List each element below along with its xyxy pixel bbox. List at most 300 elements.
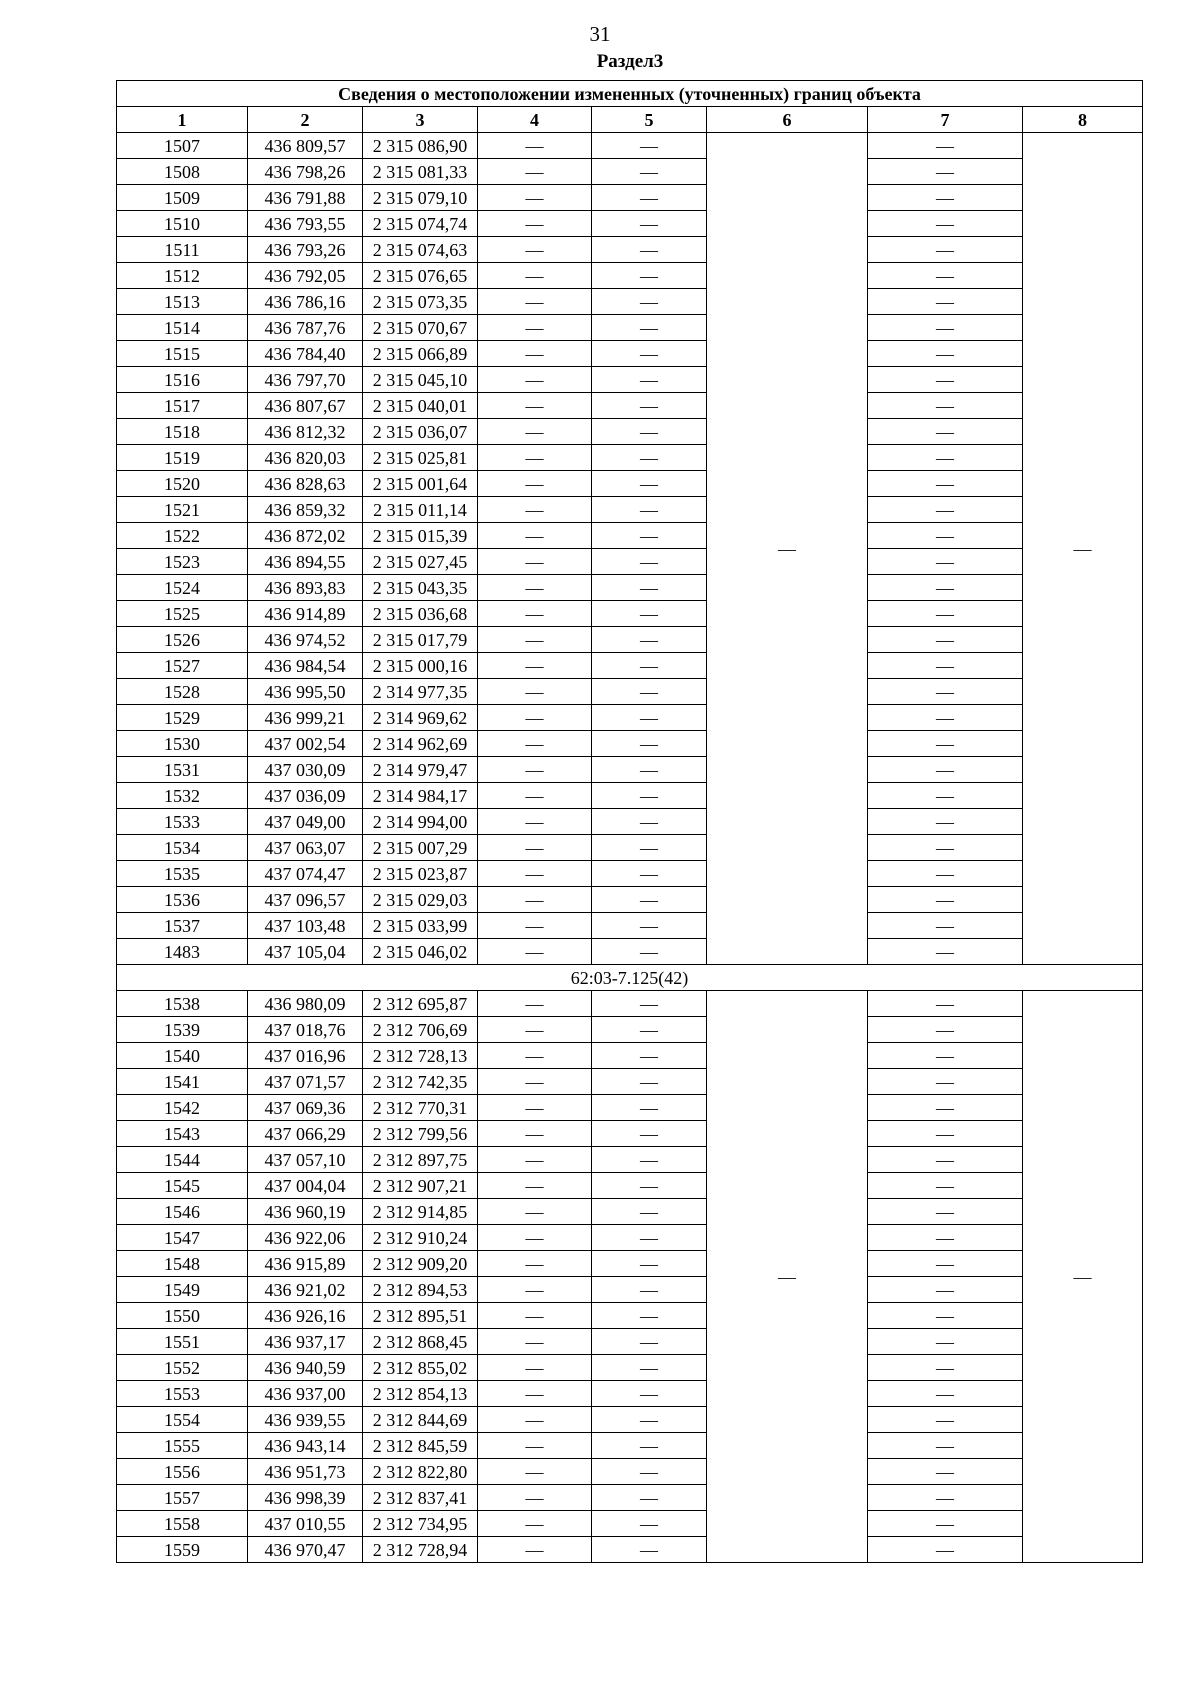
x-coordinate-cell: 436 798,26	[248, 159, 363, 185]
col4-cell: —	[478, 705, 592, 731]
col4-cell: —	[478, 887, 592, 913]
table-body	[117, 133, 1143, 1563]
y-coordinate-cell: 2 314 969,62	[363, 705, 478, 731]
table-row	[117, 1433, 1143, 1459]
col4-cell: —	[478, 835, 592, 861]
col7-cell: —	[868, 1485, 1023, 1511]
table-row	[117, 419, 1143, 445]
col4-cell: —	[478, 1407, 592, 1433]
point-number-cell: 1551	[117, 1329, 248, 1355]
point-number-cell: 1541	[117, 1069, 248, 1095]
x-coordinate-cell: 437 103,48	[248, 913, 363, 939]
col7-cell: —	[868, 887, 1023, 913]
column-header: 7	[868, 107, 1023, 133]
table-row	[117, 887, 1143, 913]
col5-cell: —	[592, 497, 707, 523]
x-coordinate-cell: 437 063,07	[248, 835, 363, 861]
y-coordinate-cell: 2 312 909,20	[363, 1251, 478, 1277]
col4-cell: —	[478, 1433, 592, 1459]
point-number-cell: 1513	[117, 289, 248, 315]
point-number-cell: 1558	[117, 1511, 248, 1537]
col7-cell: —	[868, 159, 1023, 185]
col7-cell: —	[868, 523, 1023, 549]
y-coordinate-cell: 2 312 734,95	[363, 1511, 478, 1537]
point-number-cell: 1535	[117, 861, 248, 887]
column-header: 5	[592, 107, 707, 133]
x-coordinate-cell: 436 974,52	[248, 627, 363, 653]
point-number-cell: 1527	[117, 653, 248, 679]
y-coordinate-cell: 2 314 984,17	[363, 783, 478, 809]
x-coordinate-cell: 436 797,70	[248, 367, 363, 393]
y-coordinate-cell: 2 312 742,35	[363, 1069, 478, 1095]
table-row	[117, 913, 1143, 939]
col5-cell: —	[592, 1303, 707, 1329]
x-coordinate-cell: 436 999,21	[248, 705, 363, 731]
col4-cell: —	[478, 1069, 592, 1095]
col5-cell: —	[592, 237, 707, 263]
y-coordinate-cell: 2 312 728,13	[363, 1043, 478, 1069]
table-row	[117, 263, 1143, 289]
col4-cell: —	[478, 549, 592, 575]
table-row	[117, 237, 1143, 263]
table-row	[117, 471, 1143, 497]
point-number-cell: 1556	[117, 1459, 248, 1485]
col5-cell: —	[592, 1043, 707, 1069]
col7-cell: —	[868, 913, 1023, 939]
y-coordinate-cell: 2 315 076,65	[363, 263, 478, 289]
col4-cell: —	[478, 445, 592, 471]
col7-cell: —	[868, 1303, 1023, 1329]
col7-cell: —	[868, 1043, 1023, 1069]
col4-cell: —	[478, 601, 592, 627]
point-number-cell: 1526	[117, 627, 248, 653]
col5-cell: —	[592, 835, 707, 861]
col7-cell: —	[868, 419, 1023, 445]
point-number-cell: 1521	[117, 497, 248, 523]
col4-cell: —	[478, 1485, 592, 1511]
point-number-cell: 1514	[117, 315, 248, 341]
col4-cell: —	[478, 497, 592, 523]
col5-cell: —	[592, 445, 707, 471]
col4-cell: —	[478, 341, 592, 367]
point-number-cell: 1516	[117, 367, 248, 393]
x-coordinate-cell: 436 939,55	[248, 1407, 363, 1433]
y-coordinate-cell: 2 312 895,51	[363, 1303, 478, 1329]
table-row	[117, 1225, 1143, 1251]
point-number-cell: 1554	[117, 1407, 248, 1433]
x-coordinate-cell: 436 812,32	[248, 419, 363, 445]
col7-cell: —	[868, 757, 1023, 783]
point-number-cell: 1546	[117, 1199, 248, 1225]
col4-cell: —	[478, 1225, 592, 1251]
col4-cell: —	[478, 1329, 592, 1355]
col7-cell: —	[868, 1199, 1023, 1225]
x-coordinate-cell: 436 793,55	[248, 211, 363, 237]
col7-cell: —	[868, 705, 1023, 731]
coordinates-table	[116, 80, 1143, 1563]
y-coordinate-cell: 2 315 011,14	[363, 497, 478, 523]
y-coordinate-cell: 2 315 027,45	[363, 549, 478, 575]
col5-cell: —	[592, 1329, 707, 1355]
x-coordinate-cell: 437 004,04	[248, 1173, 363, 1199]
x-coordinate-cell: 437 069,36	[248, 1095, 363, 1121]
point-number-cell: 1534	[117, 835, 248, 861]
x-coordinate-cell: 436 937,17	[248, 1329, 363, 1355]
y-coordinate-cell: 2 315 017,79	[363, 627, 478, 653]
col7-cell: —	[868, 1459, 1023, 1485]
point-number-cell: 1545	[117, 1173, 248, 1199]
col5-cell: —	[592, 861, 707, 887]
x-coordinate-cell: 436 859,32	[248, 497, 363, 523]
col8-merged-cell: —	[1023, 991, 1143, 1563]
col7-cell: —	[868, 575, 1023, 601]
y-coordinate-cell: 2 315 066,89	[363, 341, 478, 367]
y-coordinate-cell: 2 315 025,81	[363, 445, 478, 471]
col4-cell: —	[478, 315, 592, 341]
col5-cell: —	[592, 1069, 707, 1095]
col5-cell: —	[592, 887, 707, 913]
y-coordinate-cell: 2 314 994,00	[363, 809, 478, 835]
table-row	[117, 1095, 1143, 1121]
x-coordinate-cell: 436 980,09	[248, 991, 363, 1017]
col7-cell: —	[868, 1329, 1023, 1355]
table-row	[117, 1537, 1143, 1563]
point-number-cell: 1509	[117, 185, 248, 211]
col7-cell: —	[868, 185, 1023, 211]
x-coordinate-cell: 436 820,03	[248, 445, 363, 471]
col5-cell: —	[592, 939, 707, 965]
table-row	[117, 445, 1143, 471]
y-coordinate-cell: 2 315 040,01	[363, 393, 478, 419]
col4-cell: —	[478, 861, 592, 887]
col4-cell: —	[478, 523, 592, 549]
col7-cell: —	[868, 1225, 1023, 1251]
table-row	[117, 627, 1143, 653]
table-row	[117, 601, 1143, 627]
y-coordinate-cell: 2 312 799,56	[363, 1121, 478, 1147]
col5-cell: —	[592, 757, 707, 783]
table-row	[117, 549, 1143, 575]
section-title: Раздел3	[596, 51, 664, 72]
col5-cell: —	[592, 705, 707, 731]
point-number-cell: 1518	[117, 419, 248, 445]
y-coordinate-cell: 2 314 977,35	[363, 679, 478, 705]
col7-cell: —	[868, 1147, 1023, 1173]
table-row	[117, 289, 1143, 315]
y-coordinate-cell: 2 312 844,69	[363, 1407, 478, 1433]
y-coordinate-cell: 2 315 036,07	[363, 419, 478, 445]
col5-cell: —	[592, 1537, 707, 1563]
y-coordinate-cell: 2 315 036,68	[363, 601, 478, 627]
x-coordinate-cell: 436 922,06	[248, 1225, 363, 1251]
table-row	[117, 1485, 1143, 1511]
table-row	[117, 315, 1143, 341]
point-number-cell: 1559	[117, 1537, 248, 1563]
x-coordinate-cell: 436 807,67	[248, 393, 363, 419]
col5-cell: —	[592, 133, 707, 159]
point-number-cell: 1531	[117, 757, 248, 783]
x-coordinate-cell: 436 787,76	[248, 315, 363, 341]
col4-cell: —	[478, 913, 592, 939]
y-coordinate-cell: 2 315 043,35	[363, 575, 478, 601]
x-coordinate-cell: 436 784,40	[248, 341, 363, 367]
col5-cell: —	[592, 471, 707, 497]
col4-cell: —	[478, 1199, 592, 1225]
col7-cell: —	[868, 1355, 1023, 1381]
col7-cell: —	[868, 1511, 1023, 1537]
x-coordinate-cell: 437 036,09	[248, 783, 363, 809]
table-row	[117, 185, 1143, 211]
col5-cell: —	[592, 913, 707, 939]
col7-cell: —	[868, 1095, 1023, 1121]
x-coordinate-cell: 437 016,96	[248, 1043, 363, 1069]
col4-cell: —	[478, 1017, 592, 1043]
col4-cell: —	[478, 757, 592, 783]
point-number-cell: 1540	[117, 1043, 248, 1069]
x-coordinate-cell: 437 049,00	[248, 809, 363, 835]
col4-cell: —	[478, 1121, 592, 1147]
table-row	[117, 523, 1143, 549]
x-coordinate-cell: 437 030,09	[248, 757, 363, 783]
col7-cell: —	[868, 1381, 1023, 1407]
table-row	[117, 1355, 1143, 1381]
x-coordinate-cell: 436 921,02	[248, 1277, 363, 1303]
point-number-cell: 1552	[117, 1355, 248, 1381]
col5-cell: —	[592, 991, 707, 1017]
column-header: 8	[1023, 107, 1143, 133]
point-number-cell: 1528	[117, 679, 248, 705]
table-row	[117, 783, 1143, 809]
col4-cell: —	[478, 1381, 592, 1407]
col7-cell: —	[868, 991, 1023, 1017]
x-coordinate-cell: 436 809,57	[248, 133, 363, 159]
table-row	[117, 991, 1143, 1017]
y-coordinate-cell: 2 312 728,94	[363, 1537, 478, 1563]
col7-cell: —	[868, 263, 1023, 289]
table-row	[117, 1199, 1143, 1225]
y-coordinate-cell: 2 312 914,85	[363, 1199, 478, 1225]
col4-cell: —	[478, 289, 592, 315]
col5-cell: —	[592, 159, 707, 185]
y-coordinate-cell: 2 312 845,59	[363, 1433, 478, 1459]
y-coordinate-cell: 2 315 033,99	[363, 913, 478, 939]
page-number: 31	[589, 22, 611, 46]
x-coordinate-cell: 437 010,55	[248, 1511, 363, 1537]
col5-cell: —	[592, 653, 707, 679]
col7-cell: —	[868, 211, 1023, 237]
col7-cell: —	[868, 133, 1023, 159]
table-row	[117, 211, 1143, 237]
point-number-cell: 1537	[117, 913, 248, 939]
col5-cell: —	[592, 211, 707, 237]
y-coordinate-cell: 2 314 979,47	[363, 757, 478, 783]
col5-cell: —	[592, 627, 707, 653]
point-number-cell: 1522	[117, 523, 248, 549]
point-number-cell: 1538	[117, 991, 248, 1017]
x-coordinate-cell: 436 926,16	[248, 1303, 363, 1329]
col7-cell: —	[868, 445, 1023, 471]
col5-cell: —	[592, 1511, 707, 1537]
col5-cell: —	[592, 1355, 707, 1381]
y-coordinate-cell: 2 315 023,87	[363, 861, 478, 887]
point-number-cell: 1544	[117, 1147, 248, 1173]
col5-cell: —	[592, 731, 707, 757]
y-coordinate-cell: 2 315 074,74	[363, 211, 478, 237]
y-coordinate-cell: 2 312 855,02	[363, 1355, 478, 1381]
table-row	[117, 497, 1143, 523]
col4-cell: —	[478, 367, 592, 393]
y-coordinate-cell: 2 312 894,53	[363, 1277, 478, 1303]
x-coordinate-cell: 437 096,57	[248, 887, 363, 913]
point-number-cell: 1536	[117, 887, 248, 913]
point-number-cell: 1557	[117, 1485, 248, 1511]
y-coordinate-cell: 2 312 854,13	[363, 1381, 478, 1407]
table-row	[117, 1303, 1143, 1329]
col5-cell: —	[592, 1459, 707, 1485]
column-header: 6	[707, 107, 868, 133]
col4-cell: —	[478, 211, 592, 237]
table-row	[117, 1329, 1143, 1355]
x-coordinate-cell: 436 793,26	[248, 237, 363, 263]
table-row	[117, 1251, 1143, 1277]
col4-cell: —	[478, 991, 592, 1017]
col5-cell: —	[592, 1251, 707, 1277]
col5-cell: —	[592, 1017, 707, 1043]
col5-cell: —	[592, 783, 707, 809]
x-coordinate-cell: 437 002,54	[248, 731, 363, 757]
point-number-cell: 1483	[117, 939, 248, 965]
table-row	[117, 757, 1143, 783]
y-coordinate-cell: 2 315 015,39	[363, 523, 478, 549]
col5-cell: —	[592, 601, 707, 627]
y-coordinate-cell: 2 315 070,67	[363, 315, 478, 341]
col5-cell: —	[592, 1433, 707, 1459]
column-header: 1	[117, 107, 248, 133]
point-number-cell: 1533	[117, 809, 248, 835]
x-coordinate-cell: 436 998,39	[248, 1485, 363, 1511]
col4-cell: —	[478, 939, 592, 965]
col5-cell: —	[592, 341, 707, 367]
table-row	[117, 133, 1143, 159]
x-coordinate-cell: 436 872,02	[248, 523, 363, 549]
point-number-cell: 1525	[117, 601, 248, 627]
x-coordinate-cell: 436 960,19	[248, 1199, 363, 1225]
col4-cell: —	[478, 1511, 592, 1537]
point-number-cell: 1517	[117, 393, 248, 419]
table-row	[117, 1147, 1143, 1173]
table-row	[117, 159, 1143, 185]
x-coordinate-cell: 436 792,05	[248, 263, 363, 289]
point-number-cell: 1539	[117, 1017, 248, 1043]
col7-cell: —	[868, 393, 1023, 419]
table-row	[117, 809, 1143, 835]
table-row	[117, 1277, 1143, 1303]
col7-cell: —	[868, 237, 1023, 263]
x-coordinate-cell: 437 057,10	[248, 1147, 363, 1173]
x-coordinate-cell: 437 066,29	[248, 1121, 363, 1147]
x-coordinate-cell: 436 937,00	[248, 1381, 363, 1407]
x-coordinate-cell: 436 791,88	[248, 185, 363, 211]
table-row	[117, 731, 1143, 757]
point-number-cell: 1549	[117, 1277, 248, 1303]
column-header: 2	[248, 107, 363, 133]
y-coordinate-cell: 2 315 001,64	[363, 471, 478, 497]
col5-cell: —	[592, 1095, 707, 1121]
table-row	[117, 367, 1143, 393]
col5-cell: —	[592, 263, 707, 289]
table-row	[117, 1043, 1143, 1069]
col5-cell: —	[592, 1381, 707, 1407]
col4-cell: —	[478, 783, 592, 809]
col5-cell: —	[592, 549, 707, 575]
table-row	[117, 705, 1143, 731]
x-coordinate-cell: 436 943,14	[248, 1433, 363, 1459]
x-coordinate-cell: 436 951,73	[248, 1459, 363, 1485]
col5-cell: —	[592, 1173, 707, 1199]
col5-cell: —	[592, 185, 707, 211]
table-header-row	[117, 107, 1143, 133]
col7-cell: —	[868, 627, 1023, 653]
table-row	[117, 1459, 1143, 1485]
col7-cell: —	[868, 1017, 1023, 1043]
y-coordinate-cell: 2 315 000,16	[363, 653, 478, 679]
col4-cell: —	[478, 133, 592, 159]
col7-cell: —	[868, 601, 1023, 627]
y-coordinate-cell: 2 315 073,35	[363, 289, 478, 315]
y-coordinate-cell: 2 314 962,69	[363, 731, 478, 757]
y-coordinate-cell: 2 315 045,10	[363, 367, 478, 393]
col5-cell: —	[592, 1485, 707, 1511]
point-number-cell: 1529	[117, 705, 248, 731]
col7-cell: —	[868, 1173, 1023, 1199]
y-coordinate-cell: 2 312 706,69	[363, 1017, 478, 1043]
col4-cell: —	[478, 159, 592, 185]
col7-cell: —	[868, 549, 1023, 575]
y-coordinate-cell: 2 312 907,21	[363, 1173, 478, 1199]
col7-cell: —	[868, 289, 1023, 315]
table-row	[117, 835, 1143, 861]
point-number-cell: 1553	[117, 1381, 248, 1407]
table-title: Сведения о местоположении измененных (уточненных) границ объекта	[117, 81, 1143, 107]
point-number-cell: 1523	[117, 549, 248, 575]
point-number-cell: 1519	[117, 445, 248, 471]
col7-cell: —	[868, 783, 1023, 809]
table-row	[117, 1407, 1143, 1433]
point-number-cell: 1520	[117, 471, 248, 497]
y-coordinate-cell: 2 312 837,41	[363, 1485, 478, 1511]
col4-cell: —	[478, 237, 592, 263]
col7-cell: —	[868, 809, 1023, 835]
col4-cell: —	[478, 679, 592, 705]
x-coordinate-cell: 436 894,55	[248, 549, 363, 575]
col7-cell: —	[868, 835, 1023, 861]
col4-cell: —	[478, 575, 592, 601]
col7-cell: —	[868, 1433, 1023, 1459]
col4-cell: —	[478, 1173, 592, 1199]
col7-cell: —	[868, 1069, 1023, 1095]
table-row	[117, 341, 1143, 367]
table-row	[117, 1173, 1143, 1199]
x-coordinate-cell: 436 914,89	[248, 601, 363, 627]
point-number-cell: 1542	[117, 1095, 248, 1121]
table-row	[117, 861, 1143, 887]
col5-cell: —	[592, 1277, 707, 1303]
point-number-cell: 1530	[117, 731, 248, 757]
col4-cell: —	[478, 1043, 592, 1069]
col8-merged-cell: —	[1023, 133, 1143, 965]
x-coordinate-cell: 436 786,16	[248, 289, 363, 315]
table-row	[117, 393, 1143, 419]
